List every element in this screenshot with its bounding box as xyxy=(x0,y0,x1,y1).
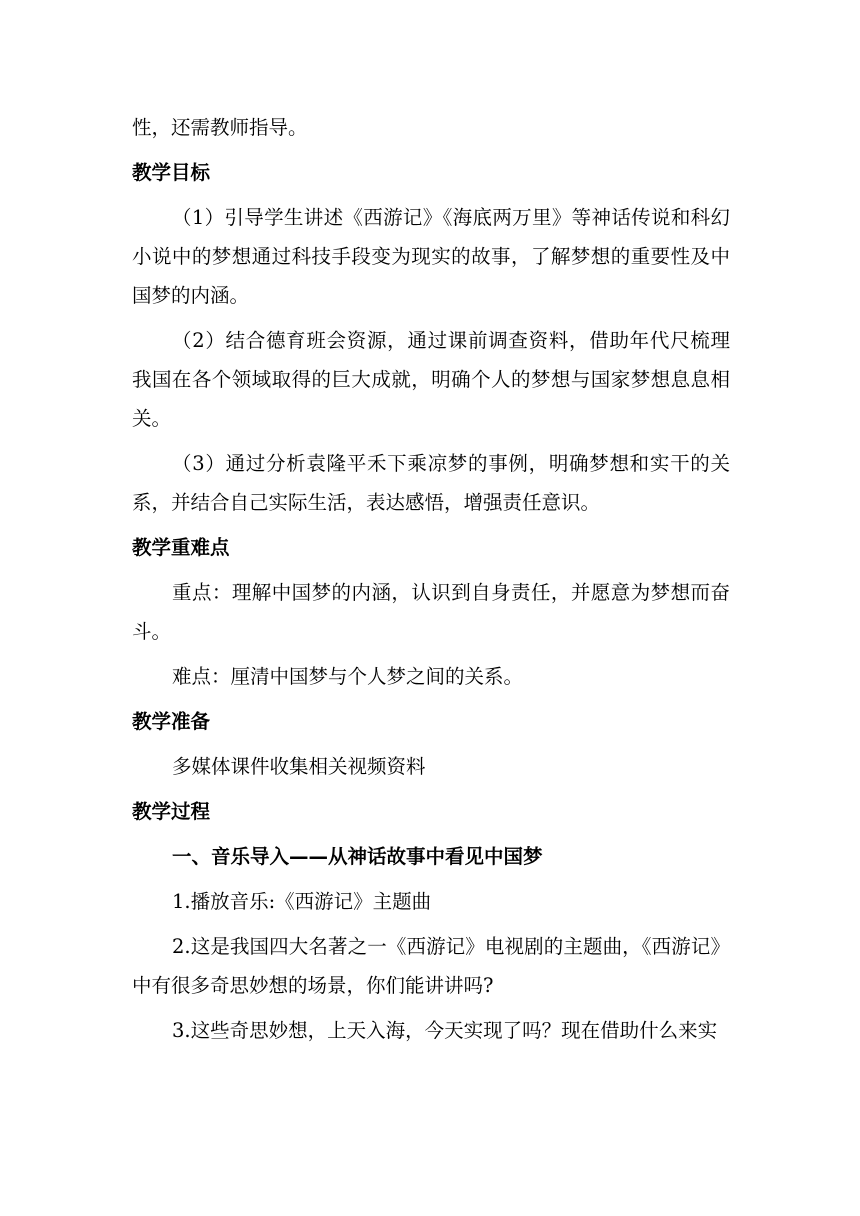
heading-key-difficult-points: 教学重难点 xyxy=(132,536,230,559)
preparation-text: 多媒体课件收集相关视频资料 xyxy=(172,755,426,778)
objective-3: （3）通过分析袁隆平禾下乘凉梦的事例，明确梦想和实干的关系，并结合自己实际生活，表达感悟，增强责任意识。 xyxy=(132,452,730,514)
heading-teaching-process: 教学过程 xyxy=(132,800,211,823)
heading-teaching-objectives: 教学目标 xyxy=(132,161,211,184)
objective-2: （2）结合德育班会资源，通过课前调查资料，借助年代尺梳理我国在各个领域取得的巨大成就，明确个人的梦想与国家梦想息息相关。 xyxy=(132,329,730,430)
process-step-1: 1.播放音乐:《西游记》主题曲 xyxy=(172,890,432,913)
process-step-3: 3.这些奇思妙想，上天入海，今天实现了吗？现在借助什么来实 xyxy=(172,1019,718,1042)
difficult-point: 难点：厘清中国梦与个人梦之间的关系。 xyxy=(172,665,524,688)
paragraph-continuation: 性，还需教师指导。 xyxy=(132,116,308,139)
key-point: 重点：理解中国梦的内涵，认识到自身责任，并愿意为梦想而奋斗。 xyxy=(132,581,730,643)
section-title-music-intro: 一、音乐导入——从神话故事中看见中国梦 xyxy=(172,845,543,868)
process-step-2: 2.这是我国四大名著之一《西游记》电视剧的主题曲，《西游记》中有很多奇思妙想的场景，你们能讲讲吗? xyxy=(132,935,730,997)
heading-teaching-preparation: 教学准备 xyxy=(132,710,211,733)
objective-1: （1）引导学生讲述《西游记》《海底两万里》等神话传说和科幻小说中的梦想通过科技手段变为现实的故事，了解梦想的重要性及中国梦的内涵。 xyxy=(132,206,730,307)
document-page xyxy=(132,108,730,1056)
